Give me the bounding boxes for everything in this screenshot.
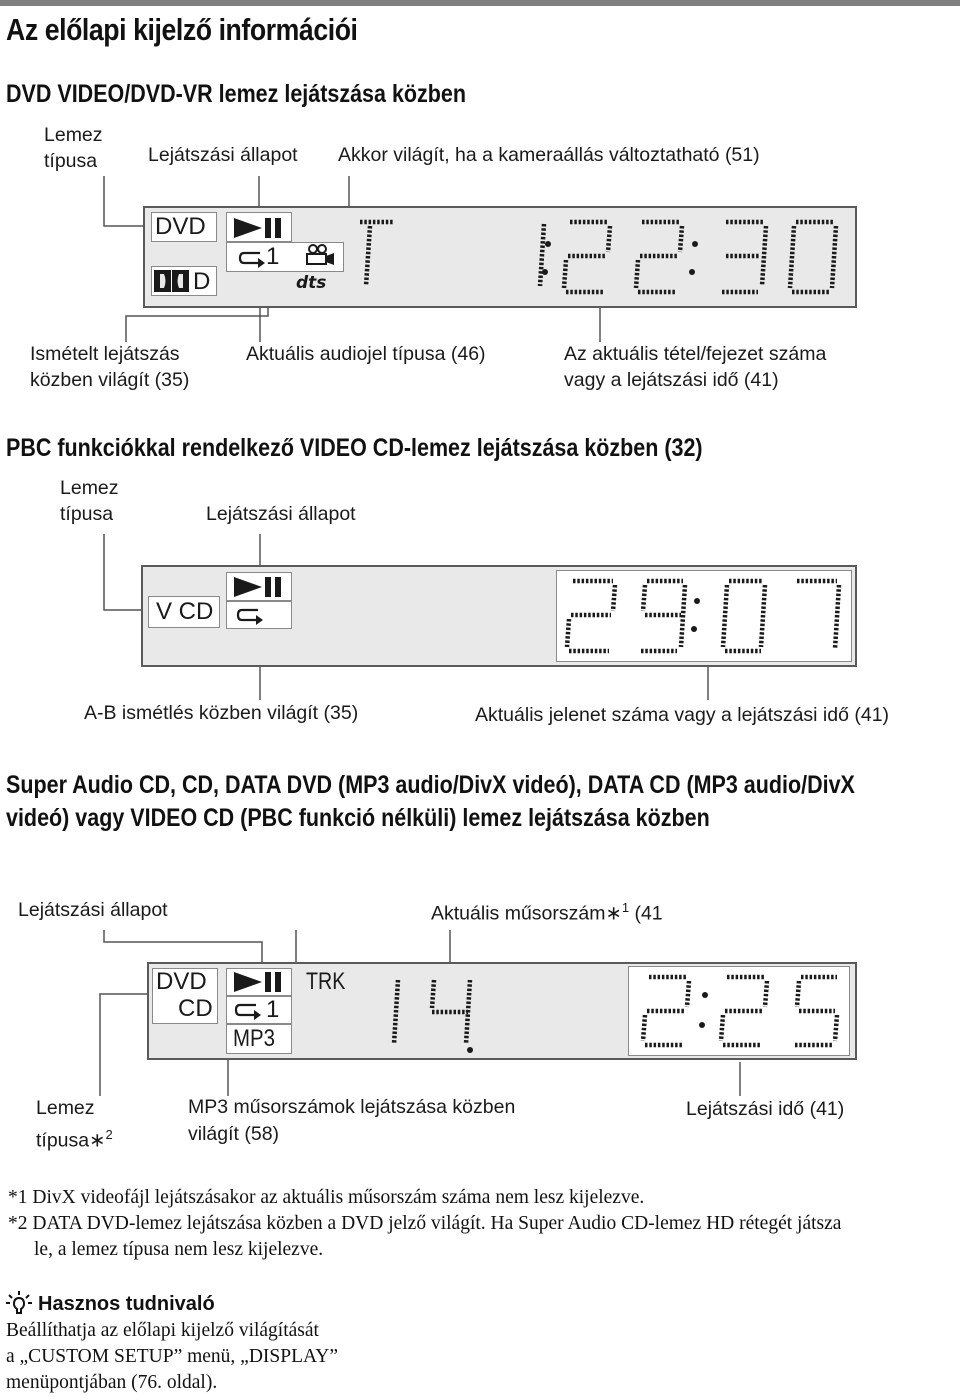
label-audio-type: Aktuális audiojel típusa (46)	[246, 343, 486, 365]
label-play-time: Lejátszási idő (41)	[686, 1098, 845, 1120]
indicator-cd: CD	[178, 995, 213, 1022]
asterisk: ∗	[89, 1129, 106, 1152]
asterisk: ∗	[605, 902, 622, 925]
label-disc-type-cd-line1: Lemez	[36, 1097, 95, 1119]
footnote-1-mark: *1	[8, 1187, 28, 1208]
indicator-dvd-cd: DVD	[156, 968, 207, 995]
footnote-2	[8, 1211, 841, 1237]
page-title: Az előlapi kijelző információi	[6, 12, 358, 47]
camera-angle-icon	[305, 243, 337, 267]
lightbulb-icon	[6, 1290, 32, 1316]
repeat-icon	[238, 247, 266, 269]
segment-display-time	[628, 966, 850, 1056]
label-ab-repeat: A-B ismétlés közben világít (35)	[84, 702, 359, 724]
section-heading-vcd: PBC funkciókkal rendelkező VIDEO CD-lemez lejátszása közben (32)	[6, 434, 703, 462]
segment-display-track	[370, 968, 480, 1056]
segment-display-vcd	[556, 570, 852, 662]
section-heading-cd-line2: videó) vagy VIDEO CD (PBC funkció nélküli) lemez lejátszása közben	[6, 804, 710, 832]
footnote-ref-2: 2	[105, 1127, 113, 1142]
tip-line-3: menüpontjában (76. oldal).	[6, 1372, 218, 1393]
dts-logo: dts	[296, 273, 327, 293]
indicator-trk: TRK	[306, 968, 346, 995]
label-track-tail: (41	[634, 902, 663, 925]
label-title-time-line2: vagy a lejátszási idő (41)	[564, 369, 779, 391]
segment-display-dvd	[352, 214, 850, 300]
repeat-number: 1	[266, 243, 280, 270]
tip-line-1: Beállíthatja az előlapi kijelző világítását	[6, 1320, 319, 1341]
label-disc-type-line2: típusa	[44, 150, 98, 172]
play-pause-icon	[232, 970, 288, 994]
footnote-ref-1: 1	[621, 900, 630, 915]
repeat-number-cd: 1	[266, 996, 280, 1023]
label-disc-type-line1: Lemez	[44, 124, 103, 146]
tip-title: Hasznos tudnivaló	[38, 1293, 215, 1315]
seven-segment-digits	[352, 214, 850, 300]
tip-line-2: a „CUSTOM SETUP” menü, „DISPLAY”	[6, 1346, 339, 1367]
footnote-1-text: DivX videofájl lejátszásakor az aktuális műsorszám száma nem lesz kijelezve.	[32, 1187, 645, 1208]
label-disc-type-text: típusa	[36, 1129, 90, 1152]
label-mp3-line1: MP3 műsorszámok lejátszása közben	[188, 1096, 516, 1118]
label-title-time-line1: Az aktuális tétel/fejezet száma	[564, 343, 827, 365]
section-heading-dvd: DVD VIDEO/DVD-VR lemez lejátszása közben	[6, 80, 467, 108]
label-track-text: Aktuális műsorszám	[431, 902, 606, 925]
ab-repeat-icon	[236, 604, 270, 626]
seven-segment-digits	[557, 571, 849, 659]
label-mp3-line2: világít (58)	[188, 1123, 280, 1145]
label-disc-type-vcd-line1: Lemez	[60, 477, 119, 499]
label-repeat-line1: Ismételt lejátszás	[30, 343, 180, 365]
label-play-state-cd: Lejátszási állapot	[18, 899, 168, 921]
label-play-state-vcd: Lejátszási állapot	[206, 503, 356, 525]
seven-segment-time	[629, 967, 847, 1053]
repeat-icon	[234, 999, 262, 1021]
footnote-1	[8, 1185, 644, 1211]
section-heading-cd-line1: Super Audio CD, CD, DATA DVD (MP3 audio/DivX videó), DATA CD (MP3 audio/DivX	[6, 771, 855, 799]
label-disc-type-cd-line2	[36, 1122, 113, 1154]
indicator-dvd: DVD	[155, 213, 206, 240]
label-angle: Akkor világít, ha a kameraállás változtatható (51)	[338, 144, 760, 166]
footnote-2-mark: *2	[8, 1213, 28, 1234]
label-scene-time: Aktuális jelenet száma vagy a lejátszási idő (41)	[475, 704, 890, 726]
indicator-mp3: MP3	[233, 1025, 275, 1052]
label-repeat-line2: közben világít (35)	[30, 369, 190, 391]
seven-segment-track	[370, 968, 480, 1056]
indicator-d: D	[193, 268, 211, 295]
label-disc-type-vcd-line2: típusa	[60, 503, 114, 525]
indicator-vcd: V CD	[156, 598, 214, 625]
play-pause-icon	[232, 575, 288, 599]
label-play-state: Lejátszási állapot	[148, 144, 298, 166]
footnote-2-cont: le, a lemez típusa nem lesz kijelezve.	[34, 1239, 324, 1260]
dolby-digital-icon	[154, 269, 194, 293]
footnote-2-text: DATA DVD-lemez lejátszása közben a DVD jelző világít. Ha Super Audio CD-lemez HD rétegét játsza	[32, 1213, 842, 1234]
play-pause-icon	[232, 216, 288, 240]
